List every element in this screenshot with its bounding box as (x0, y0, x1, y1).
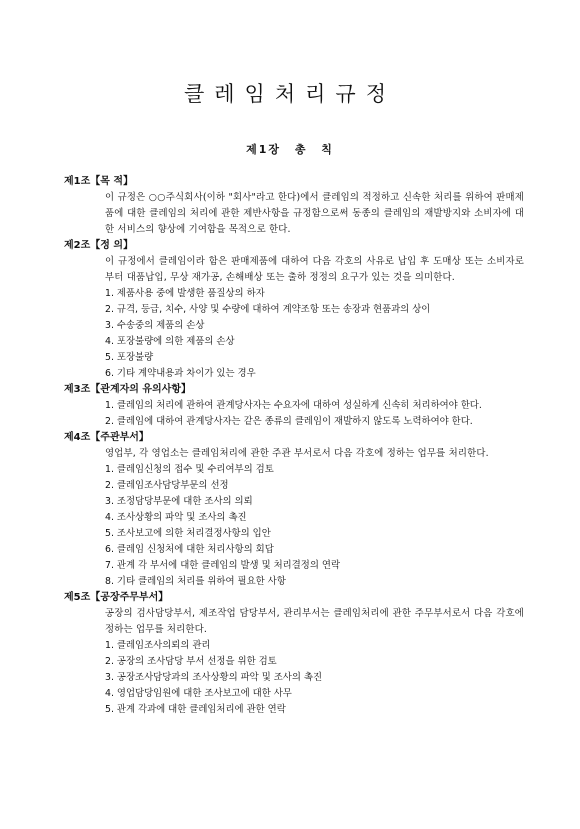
list-item: 1. 클레임신청의 접수 및 수리여부의 검토 (105, 464, 274, 475)
article-2 (64, 238, 524, 382)
list-item: 1. 클레임조사의뢰의 관리 (105, 640, 211, 651)
article-heading: 제4조【주관부서】 (64, 432, 149, 443)
article-item-list (64, 398, 524, 430)
article-item-list (64, 462, 524, 590)
article-heading: 제5조【공장주무부서】 (64, 592, 169, 603)
list-item: 2. 클레임조사담당부문의 선정 (105, 480, 229, 491)
article-paragraph: 이 규정에서 클레임이라 함은 판매제품에 대하여 다음 각호의 사유로 납입 후 도매상 또는 소비자로부터 대품납입, 무상 재가공, 손해배상 또는 출하 정정의 요구가 있는 것을 의미한다. (105, 256, 524, 283)
list-item: 6. 기타 계약내용과 차이가 있는 경우 (105, 368, 256, 379)
list-item: 4. 포장불량에 의한 제품의 손상 (105, 336, 235, 347)
list-item: 3. 조정담당부문에 대한 조사의 의뢰 (105, 496, 253, 507)
article-3 (64, 382, 524, 430)
list-item: 5. 포장불량 (105, 352, 154, 363)
article-item-list (64, 286, 524, 382)
article-item-list (64, 638, 524, 718)
list-item: 2. 공장의 조사담당 부서 선정을 위한 검토 (105, 656, 277, 667)
article-5 (64, 590, 524, 718)
list-item: 4. 영업담당임원에 대한 조사보고에 대한 사무 (105, 688, 292, 699)
list-item: 1. 클레임의 처리에 관하여 관계당사자는 수요자에 대하여 성실하게 신속히 처리하여야 한다. (105, 400, 482, 411)
article-1 (64, 174, 524, 238)
list-item: 7. 관계 각 부서에 대한 클레임의 발생 및 처리결정의 연락 (105, 560, 341, 571)
list-item: 2. 규격, 등급, 치수, 사양 및 수량에 대하여 계약조항 또는 송장과 현품과의 상이 (105, 304, 431, 315)
article-heading: 제2조【정 의】 (64, 240, 134, 251)
article-paragraph: 공장의 검사담당부서, 제조작업 담당부서, 관리부서는 클레임처리에 관한 주무부서로서 다음 각호에 정하는 업무를 처리한다. (105, 608, 524, 635)
chapter-heading: 제1장 총 칙 (246, 143, 334, 156)
list-item: 6. 클레임 신청처에 대한 처리사항의 회답 (105, 544, 274, 555)
document-title: 클레임처리규정 (183, 82, 396, 106)
article-heading: 제1조【목 적】 (64, 176, 134, 187)
article-4 (64, 430, 524, 590)
list-item: 3. 수송중의 제품의 손상 (105, 320, 205, 331)
list-item: 5. 관계 각과에 대한 클레임처리에 관한 연락 (105, 704, 286, 715)
list-item: 2. 클레임에 대하여 관계당사자는 같은 종류의 클레임이 재발하지 않도록 노력하여야 한다. (105, 416, 473, 427)
document-body (64, 174, 524, 718)
list-item: 1. 제품사용 중에 발생한 품질상의 하자 (105, 288, 265, 299)
article-paragraph: 이 규정은 ○○주식회사(이하 "회사"라고 한다)에서 클레임의 적정하고 신속한 처리를 위하여 판매제품에 대한 클레임의 처리에 관한 제반사항을 규정함으로써 동종의 클레임의 재발방지와 소비자에 대한 서비스의 향상에 기여함을 목적으로 한다. (105, 192, 524, 235)
list-item: 4. 조사상황의 파악 및 조사의 촉진 (105, 512, 247, 523)
article-heading: 제3조【관계자의 유의사항】 (64, 384, 192, 395)
list-item: 8. 기타 클레임의 처리를 위하여 필요한 사항 (105, 576, 286, 587)
list-item: 3. 공장조사담당과의 조사상황의 파악 및 조사의 촉진 (105, 672, 323, 683)
list-item: 5. 조사보고에 의한 처리결정사항의 입안 (105, 528, 271, 539)
article-paragraph: 영업부, 각 영업소는 클레임처리에 관한 주관 부서로서 다음 각호에 정하는 업무를 처리한다. (105, 448, 489, 459)
